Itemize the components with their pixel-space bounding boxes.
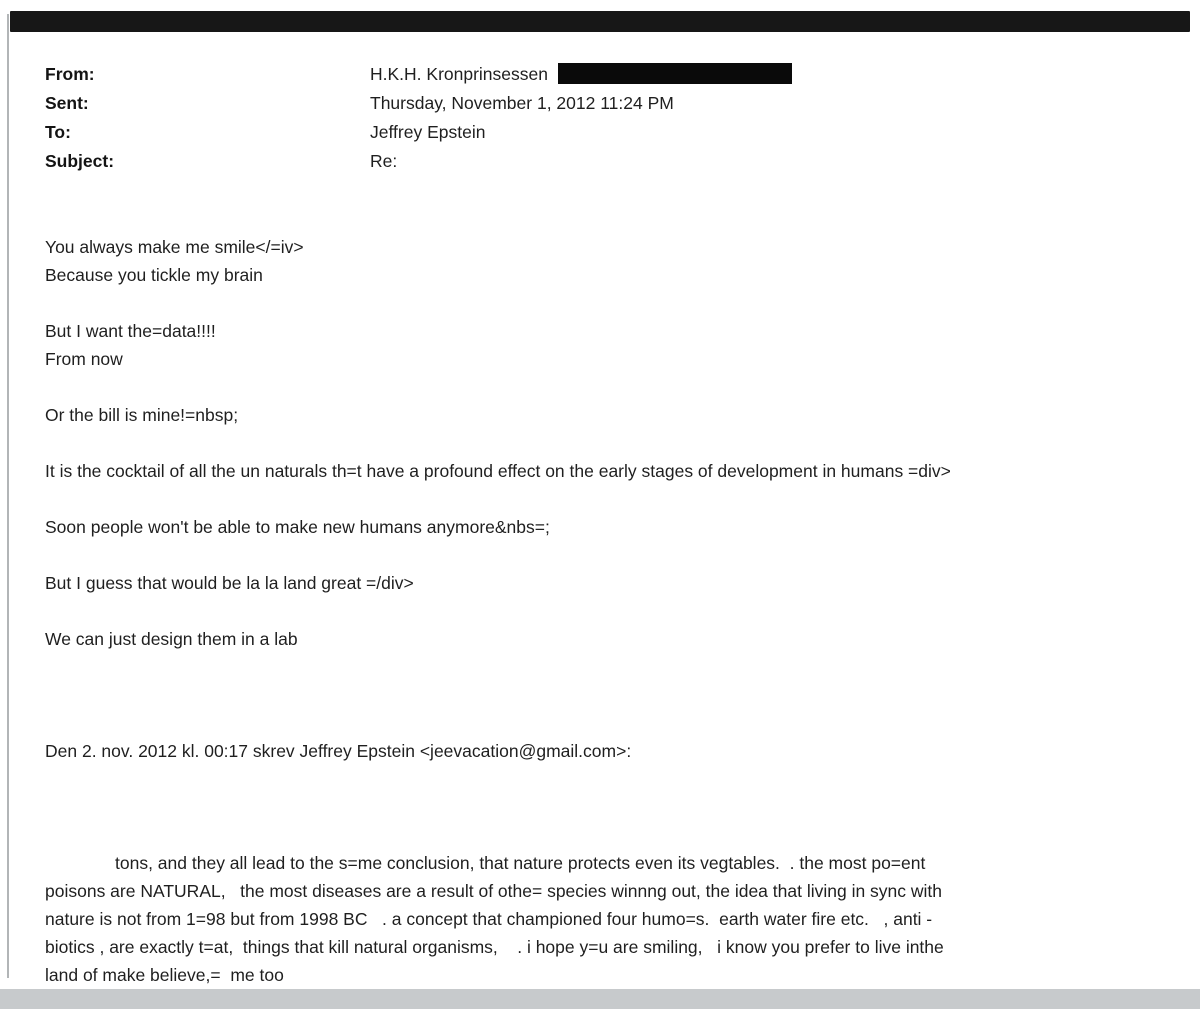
email-body: [45, 233, 1158, 989]
scan-left-edge: [7, 14, 9, 978]
blank-line: [45, 485, 1158, 513]
blank-line: [45, 681, 1158, 709]
blank-line: [45, 821, 1158, 849]
email-body-line: Or the bill is mine!=nbsp;: [45, 405, 239, 425]
quoted-paragraph-line: land of make believe,= me too: [45, 965, 284, 985]
email-body-line: You always make me smile</=iv>: [45, 237, 304, 257]
quoted-paragraph-line: poisons are NATURAL, the most diseases are a result of othe= species winnng out, the idea that living in sync with: [45, 881, 943, 901]
blank-line: [45, 653, 1158, 681]
header-sent-label: Sent:: [45, 93, 89, 113]
blank-line: [45, 793, 1158, 821]
header-to-label: To:: [45, 122, 71, 142]
blank-line: [45, 541, 1158, 569]
blank-line: [45, 765, 1158, 793]
scan-top-edge: [10, 11, 1190, 32]
email-body-line: But I guess that would be la la land great =/div>: [45, 573, 414, 593]
quote-attribution: Den 2. nov. 2012 kl. 00:17 skrev Jeffrey Epstein <jeevacation@gmail.com>:: [45, 741, 632, 761]
header-from-value: [370, 60, 1158, 89]
blank-line: [45, 429, 1158, 457]
quoted-paragraph-line: tons, and they all lead to the s=me conclusion, that nature protects even its vegtables. . the most po=ent: [115, 853, 926, 873]
blank-line: [45, 373, 1158, 401]
blank-line: [45, 289, 1158, 317]
blank-line: [45, 597, 1158, 625]
header-to-value: Jeffrey Epstein: [370, 122, 486, 142]
header-from-label: From:: [45, 64, 95, 84]
header-sent-value: Thursday, November 1, 2012 11:24 PM: [370, 93, 674, 113]
scan-bottom-edge: [0, 989, 1200, 1009]
blank-line: [45, 709, 1158, 737]
email-body-line: But I want the=data!!!!: [45, 321, 216, 341]
redaction-bar: [558, 63, 792, 84]
email-body-line: It is the cocktail of all the un naturals th=t have a profound effect on the early stages of development in humans =div>: [45, 461, 951, 481]
quoted-paragraph-line: nature is not from 1=98 but from 1998 BC . a concept that championed four humo=s. earth water fire etc. , anti -: [45, 909, 933, 929]
email-header: [45, 60, 1158, 176]
header-subject-value: Re:: [370, 151, 398, 171]
email-body-line: Soon people won't be able to make new humans anymore&nbs=;: [45, 517, 550, 537]
email-document: [45, 60, 1158, 989]
sender-name: H.K.H. Kronprinsessen: [370, 64, 548, 84]
email-body-line: Because you tickle my brain: [45, 265, 263, 285]
quoted-paragraph-line: biotics , are exactly t=at, things that kill natural organisms, . i hope y=u are smiling, i know you prefer to live inthe: [45, 937, 944, 957]
email-body-line: From now: [45, 349, 123, 369]
email-body-line: We can just design them in a lab: [45, 629, 298, 649]
header-subject-label: Subject:: [45, 151, 115, 171]
